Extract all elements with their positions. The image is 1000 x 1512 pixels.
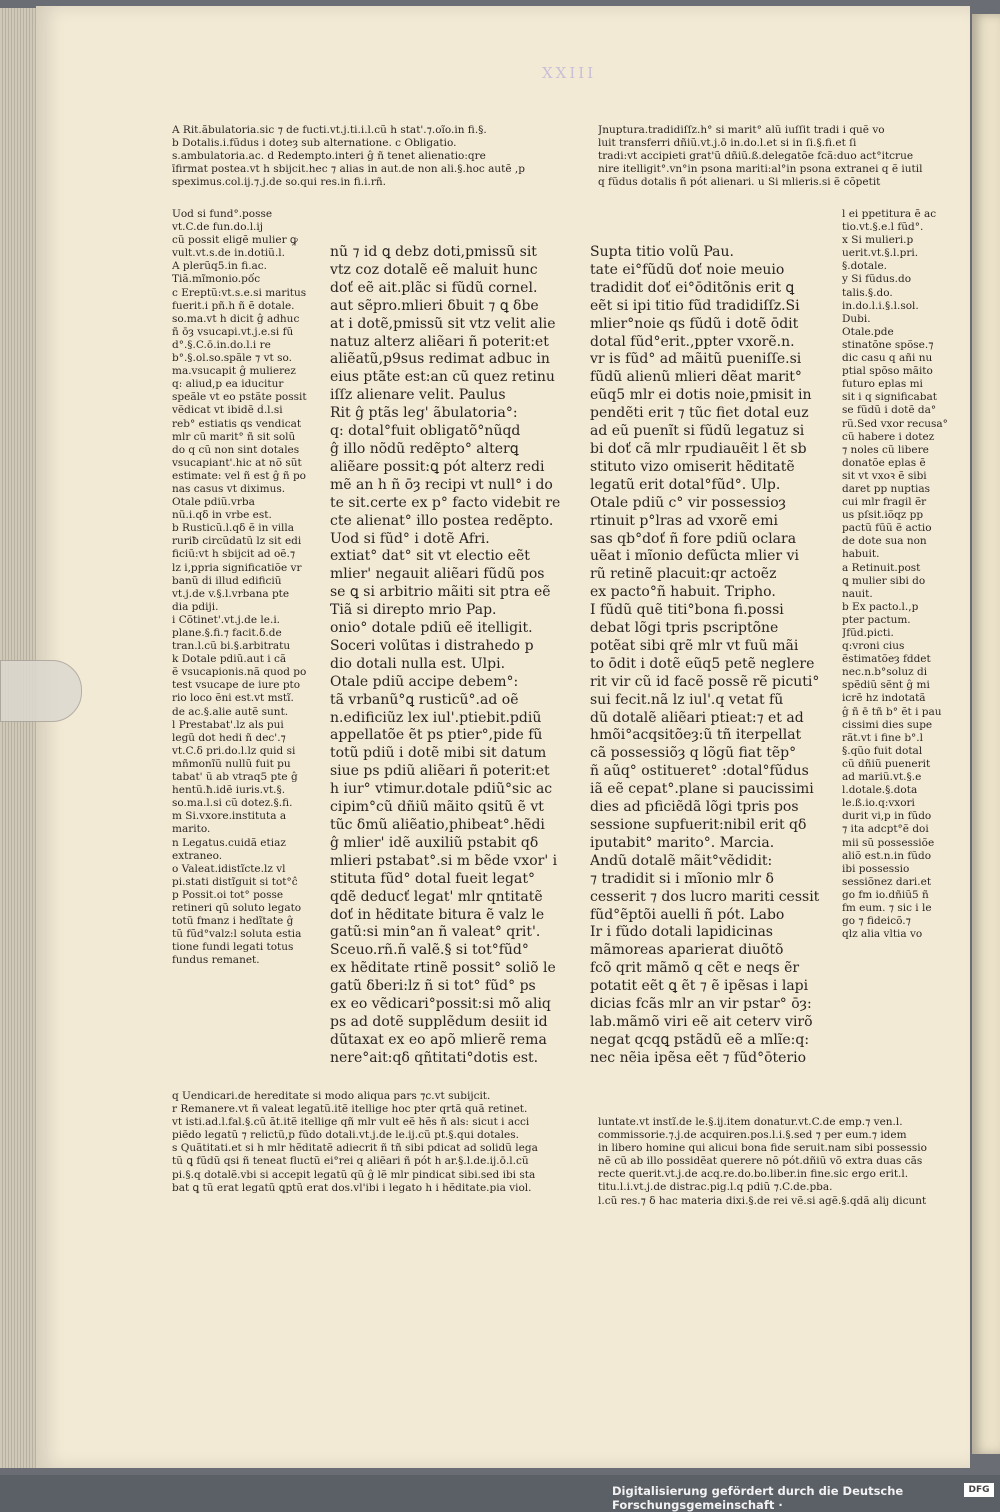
text-line: gatũ:si min°an ñ valeat° qrit'. (330, 924, 541, 941)
text-line: ex hẽditate rtinẽ possit° soliõ le (330, 960, 556, 977)
gloss-line: stinatõne spõse.⁊ (842, 338, 934, 351)
gloss-line: vult.vt.s.de in.dotiũ.l. (172, 247, 285, 260)
text-line: vtz coz dotalẽ eẽ maluit hunc (330, 261, 538, 278)
text-line: gatũ δberi:lz ñ si tot° fũd° ps (330, 978, 536, 995)
gloss-line: vt.j.de v.§.l.vrbana pte (172, 587, 290, 600)
text-line: vr is fũd° ad mãitũ pueniſſe.si (590, 351, 802, 368)
gloss-line: o Valeat.idistĩcte.lz vl (172, 862, 286, 875)
gloss-line: pactũ fũũ ẽ actio (842, 522, 932, 535)
text-line: ex pacto°ñ habuit. Tripho. (590, 584, 776, 601)
gloss-line: ẽstimatõeȝ fddet (842, 653, 931, 666)
gloss-line: Jnuptura.tradidiſſz.h° si marit° alũ iuſſit tradi i quẽ vo (598, 124, 885, 136)
text-line: Soceri volũtas i distrahedo p (330, 637, 534, 654)
text-line: cipim°cũ dñiũ mãito qsitũ ẽ vt (330, 799, 544, 816)
dfg-logo: DFG (964, 1483, 994, 1497)
page-tab-marker (0, 660, 82, 722)
text-line: mlieri pstabat°.si m bẽde vxor' i (330, 852, 558, 869)
gloss-line: q:vroni cius (842, 640, 905, 653)
gloss-line: pter pactum. (842, 613, 911, 626)
gloss-line: rio loco ẽni est.vt mstĩ. (172, 692, 294, 705)
text-line: iſſz alienare velit. Paulus (330, 387, 506, 404)
gloss-line: ma.vsucapit ĝ mulierez (172, 365, 296, 378)
gloss-line: in.do.l.i.§.l.sol. (842, 299, 919, 312)
gloss-line: pi.stati distĩguit si tot°ĉ (172, 875, 298, 888)
gloss-line: banũ ḋi illud edificiũ (172, 574, 282, 587)
gloss-line: m Si.vxore.instituta a (172, 810, 287, 823)
gloss-line: nire itelligit°.vn°in psona mariti:al°in psona extranei q ẽ iutil (598, 163, 923, 176)
text-line: dũ dotalẽ aliẽari ptieat:⁊ et ad (590, 709, 804, 726)
gloss-line: go fm io.dñiũ5 ñ (842, 888, 929, 901)
gloss-line: luit transferri dñiũ.vt.j.ō in.do.l.et si in ſi.§.fi.et ſi (598, 137, 857, 150)
text-line: to ōdit i dotẽ eũq5 petẽ neglere (590, 655, 815, 672)
text-line: rit vir cũ id facẽ possẽ rẽ picuti° (590, 673, 820, 690)
gloss-line: ibi possessio (842, 862, 910, 875)
gloss-line: durit vi,p in fũdo (842, 810, 932, 823)
gloss-line: nauit. (842, 587, 873, 600)
gloss-line: speãle vt eo pstãte possit (172, 391, 307, 404)
gloss-line: qlz alia vltia vo (842, 928, 923, 941)
text-line: tate ei°fũdũ doť noie meuio (590, 261, 785, 278)
gloss-line: spẽdiũ sẽnt ĝ mi (842, 679, 930, 692)
text-line: sas qb°doť ñ fore pdiũ oclara (590, 530, 797, 547)
gloss-line: A Rit.ãbulatoria.sic ⁊ de fucti.vt.j.ti.i.l.cũ h stat'.⁊.oĩo.in fi.§. (172, 124, 487, 136)
gloss-line: fm eum. ⁊ sic i le (842, 901, 932, 914)
text-line: se ꝗ si arbitrio mãiti sit ptra eẽ (330, 584, 551, 601)
gloss-line: cui mlr fragil ẽr (842, 496, 927, 509)
gloss-line: y Si fũdus.do (842, 273, 912, 286)
gloss-line: le.ß.io.q:vxori (842, 797, 915, 810)
gloss-line: l Prestabat'.lz als pui (172, 718, 284, 731)
gloss-line: b Rusticũ.l.qδ ẽ in villa (172, 522, 295, 535)
gloss-line: mii sũ possessiõe (842, 836, 935, 849)
text-line: dicias fcãs mlr an vir pstar° ōȝ: (590, 996, 812, 1013)
gloss-line: futuro eplas mi (842, 378, 923, 391)
right-main-column (590, 244, 830, 1068)
text-line: doť eẽ ait.plãc si fũdũ cornel. (330, 279, 538, 296)
text-line: ⁊ tradidit si i mĩonio mlr δ (590, 870, 774, 887)
text-line: iã eẽ cepat°.plane si paucissimi (590, 781, 814, 798)
text-line: legatũ erit dotal°fũd°. Ulp. (590, 476, 781, 493)
gloss-line: bat ꝗ tũ erat legatũ ꝗptũ erat dos.vl'ibi i legato h i hẽditate.pia viol. (172, 1181, 532, 1194)
text-line: aut sẽpro.mlieri δbuit ⁊ ꝗ δbe (330, 297, 539, 314)
text-line: Tiã si direpto mrio Pap. (330, 602, 497, 619)
text-line: sui fecit.nã lz iul'.q vetat fũ (590, 691, 784, 708)
text-line: sessione supfuerit:nibil erit qδ (590, 817, 807, 833)
text-line: tradidit doť ei°ōditõnis erit ꝗ (590, 279, 795, 296)
gloss-line: retineri qũ soluto legato (172, 901, 302, 914)
text-line: iputabit° marito°. Marcia. (590, 834, 775, 851)
text-line: uẽat i mĩonio defũcta mlier vi (590, 548, 799, 565)
page-edges (0, 8, 40, 1468)
gloss-line: vt.C.δ pri.do.l.lz quid si (172, 744, 296, 757)
gloss-line: hentũ.ħ.idẽ iuris.vt.§. (172, 784, 286, 797)
gloss-line: tione fundi legati totus (172, 941, 294, 954)
gloss-line: sit i q significabat (842, 391, 937, 404)
gloss-line: se fũdũ i dotẽ da° (842, 404, 937, 417)
gloss-line: ⁊ ita adcpt°ẽ doi (842, 823, 929, 836)
text-line: doť in hẽditate bitura ẽ valz le (330, 906, 545, 923)
text-line: ĝ illo nõdũ redẽpto° alterꝗ (330, 440, 519, 457)
text-line: tã vrbanũ°ꝗ rusticũ°.ad oẽ (330, 691, 519, 708)
text-line: dotal fũd°erit.,ppter vxorẽ.n. (590, 333, 795, 350)
gloss-line: icrẽ hz indotatã (842, 692, 926, 705)
gloss-line: estimate: vel ñ est ĝ ñ po (172, 469, 307, 482)
gloss-line: cũ habere i dotez (842, 430, 935, 443)
gloss-line: Dubi. (842, 312, 871, 325)
gloss-line: pi.§.q dotalẽ.vbi si accepit legatũ qũ ĝ lẽ mlr pindicat sibi.sed ibi sta (172, 1168, 536, 1181)
gloss-line: extraneo. (172, 849, 223, 862)
gloss-line: reb° estiatis qs vendicat (172, 417, 302, 430)
text-line: Andũ dotalẽ mãit°vẽdidit: (590, 852, 773, 869)
text-line: te sit.certe ex p° facto videbit re (330, 494, 561, 511)
gloss-line: uerit.vt.§.l.pri. (842, 247, 919, 260)
right-gloss-top (598, 124, 958, 189)
text-line: cte alienat° illo postea redẽpto. (330, 512, 554, 529)
gloss-line: ñ ōȝ vsucapi.vt.j.e.si fũ (172, 325, 294, 338)
gloss-line: q: aliud,p ea iducitur (172, 378, 284, 391)
gloss-line: tran.l.cũ bi.§.arbitratu (172, 640, 291, 653)
text-line: Otale pdiũ c° vir possessioȝ (590, 494, 786, 511)
text-line: totũ pdiũ i dotẽ mibi sit datum (330, 745, 547, 762)
gloss-line: vẽdicat vt ibidẽ ḋ.l.si (172, 404, 283, 417)
gloss-line: c Ereptũ:vt.s.e.si maritus (172, 286, 307, 299)
gloss-line: recte querit.vt.j.de acq.re.do.bo.liber.in fine.sic ergo erit.l. (598, 1168, 909, 1181)
gloss-line: k Dotale pdiũ.aut i cã (172, 653, 287, 666)
gloss-line: q fũdus dotalis ñ pót alienari. u Si mlieris.si ẽ cõpetit (598, 176, 881, 189)
text-line: nũ ⁊ id ꝗ debz doti,pmissũ sit (330, 244, 537, 260)
text-line: debat lõgi tpris pscriptõne (590, 620, 779, 637)
text-line: Rit ĝ ptãs leg' ãbulatoria°: (330, 405, 518, 422)
gloss-line: n Legatus.cuidã etiaz (172, 836, 286, 849)
gloss-line: ĝ ñ ē tñ b° ẽt i pau (842, 705, 942, 718)
gloss-line: ẽ vsucapionis.nã quod po (172, 666, 307, 679)
gloss-line: §.dotale. (842, 260, 888, 273)
gloss-line: §.qũo fuit dotal (842, 744, 923, 757)
text-line: nere°ait:qδ qñtitati°dotis est. (330, 1049, 539, 1066)
gloss-line: dia pdiji. (172, 600, 219, 613)
gloss-line: fuerit.i pñ.h ñ ẽ dotale. (172, 299, 295, 312)
gloss-line: Otale pdiũ.vrba (172, 496, 255, 509)
gloss-line: cũ dñiũ puenerit (842, 757, 931, 770)
gloss-line: talis.§.do. (842, 286, 893, 299)
text-line: eũq5 mlr ei dotis noie,pmisit in (590, 387, 812, 404)
gloss-line: Uod si fund°.posse (172, 208, 273, 220)
gloss-line: ꝗ mulier sibi do (842, 574, 926, 587)
gloss-line: de dote sua non (842, 535, 927, 548)
gloss-line: A plerũq5.in fi.ac. (172, 260, 268, 273)
text-line: h iur° vtimur.dotale pdiũ°sic ac (330, 781, 553, 798)
text-line: fũd°ẽptõi auelli ñ pót. Labo (590, 906, 785, 923)
text-line: n.edificiũz lex iul'.ptiebit.pdiũ (330, 709, 542, 726)
gloss-line: ficiũ:vt h sbijcit ad oẽ.⁊ (172, 548, 296, 561)
left-gloss-bottom (172, 1090, 572, 1195)
text-line: stituto vizo omiserit hẽditatẽ (590, 458, 795, 475)
text-line: onio° dotale pdiũ eẽ itelligit. (330, 620, 533, 637)
gloss-line: tradi:vt accipieti grat'ũ dñiũ.ß.delegatõe fcã:duo act°itcrue (598, 150, 914, 163)
text-line: nec nẽia ipẽsa eẽt ⁊ fũd°ōterio (590, 1049, 807, 1066)
gloss-line: q Uendicari.de hereditate si modo aliqua pars ⁊c.vt subijcit. (172, 1090, 491, 1102)
text-line: stituta fũd° dotal fueit legat° (330, 870, 535, 887)
text-line: qdẽ deducť legat' mlr qntitatẽ (330, 888, 543, 905)
gloss-line: b Dotalis.i.fũdus i doteȝ sub alternatione. c Obligatio. (172, 137, 457, 150)
gloss-line: piẽdo legatũ ⁊ relictũ,p fũdo dotali.vt.j.de le.ij.cũ pt.§.qui dotales. (172, 1129, 519, 1142)
gloss-line: b Ex pacto.l.,p (842, 600, 919, 613)
text-line: cã possessiõȝ q lõgũ fiat tẽp° (590, 745, 797, 762)
gloss-line: l.cũ res.⁊ δ hac materia dixi.§.de rei vẽ.si agẽ.§.qdã aliȷ dicunt (598, 1194, 927, 1207)
folio-number: XXIII (542, 64, 597, 82)
gloss-line: tio.vt.§.e.l fũd°. (842, 221, 924, 234)
text-line: cesserit ⁊ dos lucro mariti cessit (590, 888, 820, 905)
text-line: ñ aũq° ostitueret° :dotal°fũdus (590, 763, 809, 780)
gloss-line: b°.§.ol.so.spãle ⁊ vt so. (172, 352, 292, 365)
text-line: Ir i fũdo dotali lapidicinas (590, 924, 773, 941)
text-line: ad eũ puenĩt si fũdũ legatuz si (590, 423, 805, 440)
gloss-line: daret pp nuptias (842, 482, 931, 495)
text-line: siue ps pdiũ aliẽari ñ poterit:et (330, 763, 550, 780)
left-gloss-top (172, 124, 572, 189)
gloss-line: ptial spõso mãito (842, 365, 933, 378)
gloss-line: mñmonĩũ nullũ fuit pu (172, 757, 291, 770)
gloss-line: ⁊ noles cũ libere (842, 443, 929, 456)
gloss-line: rũ.Sed vxor recusa° (842, 417, 948, 430)
gloss-line: commissorie.⁊.j.de acquiren.pos.l.i.§.sed ⁊ per eum.⁊ idem (598, 1129, 907, 1142)
text-line: mãmoreas aparierat diuõtõ (590, 942, 784, 959)
gloss-line: vt.C.de fun.do.l.ij (172, 221, 264, 234)
left-main-column (330, 244, 568, 1068)
text-line: aliẽatũ,p9sus redimat adbuc in (330, 351, 550, 368)
gloss-line: l ei ppetitura ẽ ac (842, 208, 937, 220)
gloss-line: us pſsit.iõqz pp (842, 509, 924, 522)
gloss-line: legũ dot hedi ñ dec'.⁊ (172, 731, 286, 744)
gloss-line: speximus.col.ij.⁊.j.de so.qui res.in fi.i.rñ. (172, 176, 386, 189)
text-line: fcõ qrit mãmõ q cẽt e neqs ẽr (590, 960, 800, 977)
gloss-line: sessiõnez dari.et (842, 875, 932, 888)
gloss-line: do q cũ non sint dotales (172, 443, 300, 456)
gloss-line: d°.§.C.ō.in.do.l.i re (172, 338, 271, 351)
next-page-edge (972, 14, 1000, 1454)
gloss-line: rãt.vt i fine b°.l (842, 731, 924, 744)
text-line: ĝ mlier' idẽ auxiliũ pstabit qδ (330, 834, 539, 851)
gloss-line: lz i,ppria significatiõe vr (172, 561, 302, 574)
right-gloss-column (842, 208, 960, 941)
gloss-line: luntate.vt instĩ.de le.§.ij.item donatur.vt.C.de emp.⁊ ven.l. (598, 1116, 903, 1128)
gloss-line: x Si mulieri.p (842, 234, 914, 247)
text-line: eẽt si ipi titio fũd tradidiſſz.Si (590, 297, 800, 314)
digitization-credit: Digitalisierung gefördert durch die Deutsche Forschungsgemeinschaft · (612, 1484, 904, 1512)
gloss-line: Jfũd.picti. (842, 627, 894, 639)
gloss-line: plane.§.fi.⁊ facit.δ.de (172, 627, 282, 639)
text-line: negat qcqꝗ pstãdũ eẽ a mlĩe:q: (590, 1031, 810, 1048)
gloss-line: nas casus vt diximus. (172, 482, 286, 495)
gloss-line: tũ fũd°valz:l soluta estia (172, 928, 302, 941)
gloss-line: de ac.§.alie autẽ sunt. (172, 705, 289, 718)
text-line: dio dotali nulla est. Ulpi. (330, 655, 506, 672)
text-line: mlier' negauit aliẽari fũdũ pos (330, 566, 545, 583)
text-line: Uod si fũd° i dotẽ Afri. (330, 530, 490, 547)
right-gloss-bottom (598, 1116, 958, 1208)
text-line: rtinuit p°lras ad vxorẽ emi (590, 512, 778, 529)
gloss-line: ad mariũ.vt.§.e (842, 771, 922, 784)
gloss-line: go ⁊ fideicõ.⁊ (842, 915, 911, 928)
gloss-line: test vsucape de iure pto (172, 679, 301, 692)
gloss-line: so.ma.vt h dicit ĝ adhuc (172, 312, 300, 325)
text-line: lab.mãmõ viri eẽ ait ceterv virõ (590, 1013, 813, 1030)
text-line: Sceuo.rñ.ñ valẽ.§ si tot°fũd° (330, 942, 529, 959)
gloss-line: in libero homine qui alicui bona fide seruit.nam sibi possessio (598, 1142, 927, 1155)
gloss-line: nec.n.b°soluz di (842, 666, 928, 679)
gloss-line: cũ possit eligẽ mulier ꝙ (172, 234, 298, 247)
gloss-line: Otale.pde (842, 325, 894, 338)
text-line: fũdũ alienũ mlieri dẽat marit° (590, 369, 802, 386)
text-line: extiat° dat° sit vt electio eẽt (330, 548, 530, 565)
gloss-line: a Retinuit.post (842, 561, 921, 574)
gloss-line: nũ.i.qδ in vrbe est. (172, 509, 272, 522)
text-line: dies ad pficiẽdã lõgi tpris pos (590, 799, 799, 816)
text-line: mẽ an h ñ ōȝ recipi vt null° i do (330, 476, 553, 493)
text-line: bi doť cã mlr rpudiauẽit l ẽt sb (590, 440, 807, 457)
gloss-line: totũ fmanz i hedĩtate ĝ (172, 915, 294, 928)
text-line: natuz alterz aliẽari ñ poterit:et (330, 333, 549, 350)
gloss-line: mlr cũ marit° ñ sit solũ (172, 430, 296, 443)
text-line: at i dotẽ,pmissũ sit vtz velit alie (330, 315, 556, 332)
text-line: ps ad dotẽ supplẽdum desiit id (330, 1013, 548, 1030)
left-gloss-column (172, 208, 320, 967)
gloss-line: vsucapiant'.hic at nõ sũt (172, 456, 302, 469)
text-line: Supta titio volũ Pau. (590, 244, 734, 260)
gloss-line: fundus remanet. (172, 954, 260, 967)
gloss-line: habuit. (842, 548, 880, 561)
gloss-line: titu.l.i.vt.j.de distrac.pig.l.q pdiũ ⁊.C.de.pba. (598, 1181, 833, 1194)
gloss-line: donatõe eplas ẽ (842, 456, 926, 469)
gloss-line: l.dotale.§.dota (842, 784, 918, 797)
text-line: pendẽti erit ⁊ tũc fiet dotal euz (590, 405, 809, 422)
text-line: Otale pdiũ accipe debem°: (330, 673, 519, 690)
gloss-line: so.ma.l.si cũ dotez.§.fi. (172, 797, 293, 810)
text-line: eius ptãte est:an cũ quez retinu (330, 369, 555, 386)
text-line: rũ retinẽ placuit:qr actoẽz (590, 566, 777, 583)
gloss-line: s Quãtitati.et si h mlr hẽditatẽ adiecrit ñ tñ sibi pdicat ad solidũ lega (172, 1142, 538, 1155)
text-line: tũc δmũ aliẽatio,phibeat°.hẽdi (330, 817, 545, 833)
text-line: ex eo vẽdicari°possit:si mõ aliq (330, 996, 551, 1013)
text-line: dũtaxat ex eo apõ mlierẽ rema (330, 1031, 547, 1048)
gloss-line: ruriƀ circũdatũ lz sit edi (172, 535, 302, 548)
gloss-line: p Possit.oi tot° posse (172, 888, 284, 901)
text-line: aliẽare possit:ꝗ pót alterz redi (330, 458, 545, 475)
gloss-line: tabat' ũ ab vtraq5 pte ĝ (172, 771, 298, 784)
text-line: mlier°noie qs fũdũ i dotẽ ōdit (590, 315, 799, 332)
text-line: q: dotal°fuit obligatõ°nũqd (330, 423, 521, 440)
text-line: appellatõe ẽt ps ptier°,pide fũ (330, 727, 543, 744)
text-line: I fũdũ quẽ titi°bona fi.possi (590, 602, 784, 619)
gloss-line: i Cõtinet'.vt.j.de le.i. (172, 613, 281, 626)
gloss-line: marito. (172, 823, 211, 836)
text-line: potẽat sibi qrẽ mlr vt fuũ mãi (590, 637, 799, 654)
gloss-line: īfirmat postea.vt h sbijcit.hec ⁊ alias in aut.de non ali.§.hoc autẽ ,p (172, 163, 525, 176)
gloss-line: cissimi dies supe (842, 718, 933, 731)
gloss-line: nẽ cũ ab illo possidẽat querere nõ pót.dñiũ võ extra duas cãs (598, 1155, 923, 1168)
gloss-line: r Remanere.vt ñ valeat legatũ.itẽ itellige hoc pter qrtã quã retinet. (172, 1103, 528, 1116)
gloss-line: s.ambulatoria.ac. d Redempto.interi ĝ ñ tenet alienatio:qre (172, 150, 486, 163)
gloss-line: Tiã.mĩmonio.pốc (172, 273, 261, 286)
text-line: potatit eẽt ꝗ ẽt ⁊ ẽ ipẽsas i lapi (590, 978, 809, 995)
text-line: hmõi°acqsitõeȝ:ũ tñ iterpellat (590, 727, 802, 744)
gloss-line: vt isti.ad.l.fal.§.cũ ãt.itẽ itellige qñ mlr vult eẽ hẽs ñ als: sicut i acci (172, 1116, 530, 1129)
gloss-line: tũ ꝗ fũdũ qsi ñ teneat fluctũ ei°rei q aliẽari ñ pót h ar.§.l.de.ij.ō.l.cũ (172, 1155, 529, 1168)
gloss-line: sit vt vxoꝛ ẽ sibi (842, 469, 927, 482)
gloss-line: dic casu q añi nu (842, 352, 933, 365)
gloss-line: aliõ est.n.in fũdo (842, 849, 932, 862)
